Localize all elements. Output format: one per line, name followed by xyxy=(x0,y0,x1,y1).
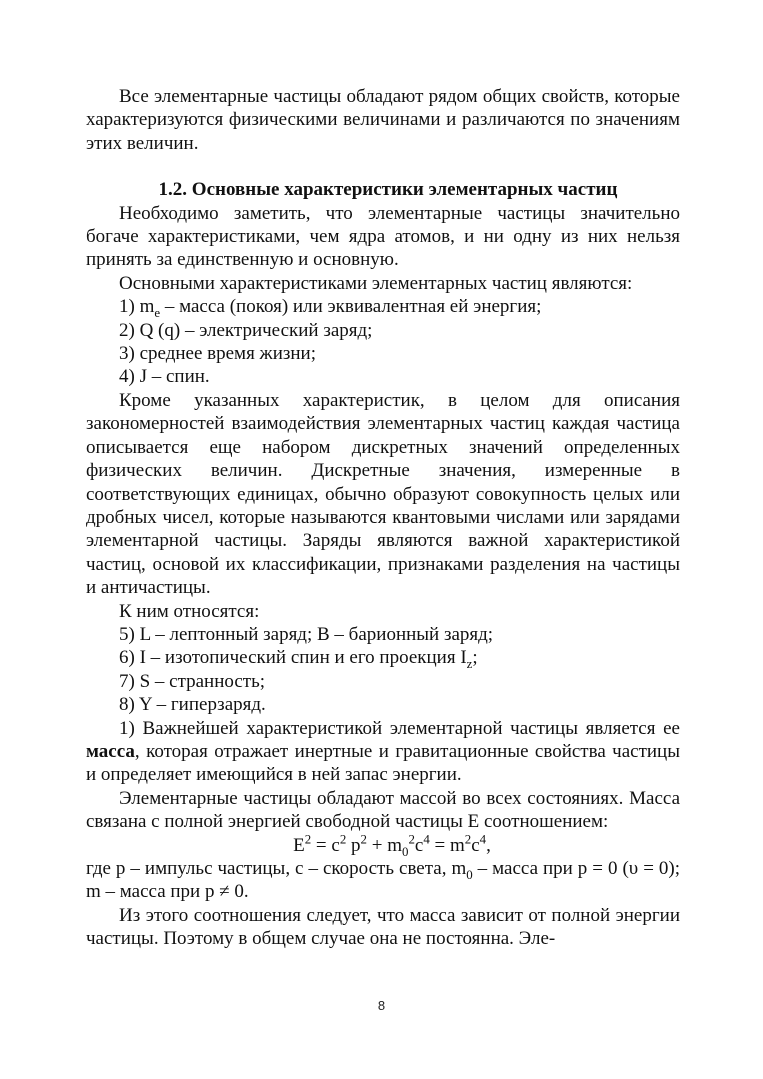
list-item-7: 7) S – странность; xyxy=(119,670,266,692)
formula-b-sup: 2 xyxy=(339,831,347,847)
paragraph-1: Необходимо заметить, что элементарные частицы значительно богаче характеристиками, чем ядра атомов, и ни одну из них нельзя принять за единственную и основную. xyxy=(86,202,680,271)
formula-i: , xyxy=(486,834,491,856)
paragraph-7-post: – масса при p = 0 (υ = 0); m – масса при p ≠ 0. xyxy=(86,858,680,903)
list-item-5: 5) L – лептонный заряд; B – барионный заряд; xyxy=(119,623,494,645)
formula-g-sup: 2 xyxy=(464,831,472,847)
paragraph-2: Основными характеристиками элементарных частиц являются: xyxy=(119,272,633,294)
list-item-6-pre: 6) I – изотопический спин и его проекция I xyxy=(119,647,467,669)
list-item-1-pre: 1) m xyxy=(119,296,155,318)
formula-f: c xyxy=(414,834,424,856)
paragraph-4: К ним относятся: xyxy=(119,600,260,622)
list-item-2: 2) Q (q) – электрический заряд; xyxy=(119,319,373,341)
formula-c-sup: 2 xyxy=(360,831,367,847)
paragraph-5-pre: 1) Важнейшей характеристикой элементарной частицы является ее xyxy=(119,717,680,739)
document-page xyxy=(86,85,680,951)
formula-d-sub: 0 xyxy=(401,843,409,859)
paragraph-7-pre: где p – импульс частицы, c – скорость света, m xyxy=(86,858,467,879)
formula-d: + m xyxy=(366,834,402,856)
paragraph-8: Из этого соотношения следует, что масса зависит от полной энергии частицы. Поэтому в общем случае она не постоянна. Эле- xyxy=(86,904,680,950)
intro-paragraph: Все элементарные частицы обладают рядом общих свойств, которые характеризуются физическими величинами и различаются по значениям этих величин. xyxy=(86,86,680,154)
paragraph-7-sub: 0 xyxy=(466,866,473,882)
paragraph-3: Кроме указанных характеристик, в целом для описания закономерностей взаимодействия элементарных частиц каждая частица описывается еще набором дискретных значений определенных физических величин. Дискретные значения, измеренные в соответствующих единицах, обычно образуют совокупность целых или дробных чисел, которые называются квантовыми числами или зарядами элементарной частицы. Заряды являются важной характеристикой частиц, основой их классификации, признаками разделения на частицы и античастицы. xyxy=(86,389,680,599)
formula-b: = c xyxy=(311,834,340,856)
list-item-8: 8) Y – гиперзаряд. xyxy=(119,694,266,716)
paragraph-5 xyxy=(86,717,680,787)
formula-h-sup: 4 xyxy=(479,831,487,847)
paragraph-5-post: , которая отражает инертные и гравитационные свойства частицы и определяет имеющийся в ней запас энергии. xyxy=(86,740,680,786)
list-item-6-sub: z xyxy=(466,656,473,672)
paragraph-6: Элементарные частицы обладают массой во всех состояниях. Масса связана с полной энергией свободной частицы E соотношением: xyxy=(86,787,680,833)
paragraph-5-bold: масса xyxy=(86,740,135,762)
energy-formula xyxy=(86,831,680,859)
page-number: 8 xyxy=(377,998,386,1013)
list-item-4: 4) J – спин. xyxy=(119,366,210,388)
list-item-6-post: ; xyxy=(472,647,478,669)
list-item-1-sub: e xyxy=(154,305,161,321)
formula-f-sup: 4 xyxy=(423,831,430,847)
formula-a: E xyxy=(293,834,305,856)
list-item-1-post: – масса (покоя) или эквивалентная ей энергия; xyxy=(160,296,542,318)
formula-e-sup: 2 xyxy=(408,831,415,847)
list-item-6 xyxy=(86,646,680,672)
formula-c: p xyxy=(346,834,361,856)
list-item-3: 3) среднее время жизни; xyxy=(119,343,316,365)
formula-g: = m xyxy=(429,834,465,856)
formula-h: c xyxy=(471,834,480,856)
section-title: 1.2. Основные характеристики элементарных частиц xyxy=(158,179,618,201)
formula-a-sup: 2 xyxy=(304,831,312,847)
list-item-1 xyxy=(86,295,680,321)
paragraph-7 xyxy=(86,857,680,904)
